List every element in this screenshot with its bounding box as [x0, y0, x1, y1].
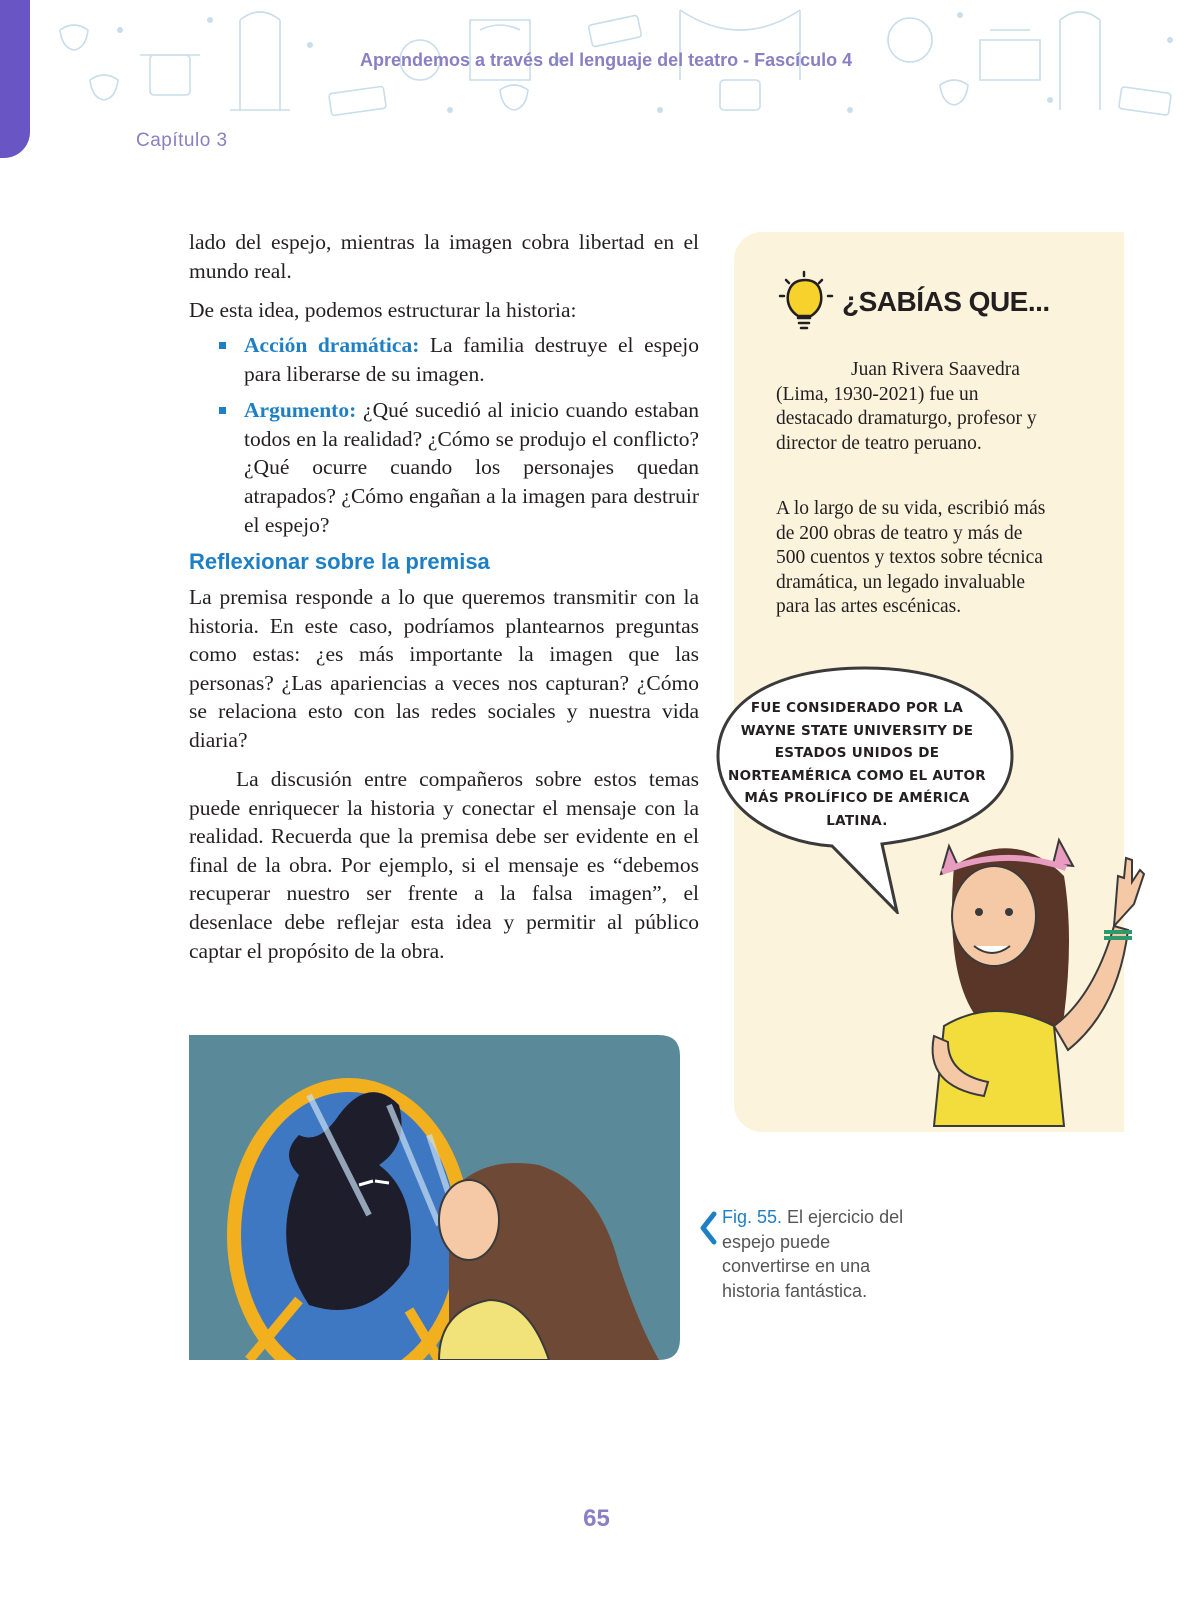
- running-title: Aprendemos a través del lenguaje del teatro - Fascículo 4: [360, 50, 853, 70]
- bullet-list-container: [189, 331, 699, 539]
- sidebar-paragraph-2: A lo largo de su vida, escribió más de 200 obras de teatro y más de 500 cuentos y textos sobre técnica dramática, un legado invaluable para las artes escénicas.: [776, 498, 1046, 618]
- figure-caption-text: El ejercicio del espejo puede convertirse en una historia fantástica.: [722, 1207, 904, 1301]
- bullet-list: [189, 331, 699, 539]
- list-item: [189, 396, 699, 539]
- body-paragraph-3: [189, 583, 699, 755]
- page-number: 65: [583, 1505, 610, 1532]
- bullet-text: ¿Qué sucedió al inicio cuando estaban todos en la realidad? ¿Cómo se produjo el conflicto? ¿Qué ocurre cuando los personajes quedan atrapados? ¿Cómo engañan a la imagen para destruir el espejo?: [244, 398, 699, 537]
- chevron-left-icon: [697, 1211, 719, 1245]
- girl-character-illustration: [894, 826, 1174, 1132]
- figure-label: Fig. 55.: [722, 1207, 783, 1227]
- sidebar-heading: ¿SABÍAS QUE...: [842, 286, 1050, 317]
- lightbulb-icon: [778, 270, 834, 332]
- speech-bubble-text: FUE CONSIDERADO POR LA WAYNE STATE UNIVERSITY DE ESTADOS UNIDOS DE NORTEAMÉRICA COMO EL AUTOR MÁS PROLÍFICO DE AMÉRICA LATINA.: [728, 700, 986, 829]
- bullet-term: Argumento:: [244, 398, 357, 423]
- paragraph-text: La discusión entre compañeros sobre estos temas puede enriquecer la historia y conectar el mensaje con la realidad. Recuerda que la premisa debe ser evidente en el final de la obra. Por ejemplo, si el mensaje es “debemos recuperar nuestro ser frente a la falsa imagen”, el desenlace debe reflejar esta idea y permitir al público captar el propósito de la obra.: [189, 767, 699, 963]
- mirror-illustration: [189, 1035, 680, 1360]
- bullet-text: La familia destruye el espejo para liberarse de su imagen.: [244, 333, 700, 386]
- paragraph-text: lado del espejo, mientras la imagen cobra libertad en el mundo real.: [189, 230, 699, 283]
- paragraph-text: La premisa responde a lo que queremos transmitir con la historia. En este caso, podríamos plantearnos preguntas como estas: ¿es más importante la imagen que las personas? ¿Las apariencias a veces nos capturan? ¿Cómo se relaciona esto con las redes sociales y nuestra vida diaria?: [189, 585, 699, 752]
- chapter-color-tab: [0, 0, 30, 158]
- chapter-label: Capítulo 3: [136, 130, 228, 151]
- body-paragraph-1: [189, 228, 699, 285]
- sidebar-paragraph-1: Juan Rivera Saavedra (Lima, 1930-2021) fue un destacado dramaturgo, profesor y director de teatro peruano.: [776, 359, 1037, 454]
- list-item: [189, 331, 699, 388]
- section-heading: Reflexionar sobre la premisa: [189, 549, 490, 574]
- bullet-term: Acción dramática:: [244, 333, 420, 357]
- body-paragraph-4: [189, 765, 699, 965]
- paragraph-text: De esta idea, podemos estructurar la historia:: [189, 298, 577, 322]
- page-header: [0, 0, 1193, 160]
- body-paragraph-2: [189, 296, 699, 325]
- figure-caption: [722, 1205, 922, 1303]
